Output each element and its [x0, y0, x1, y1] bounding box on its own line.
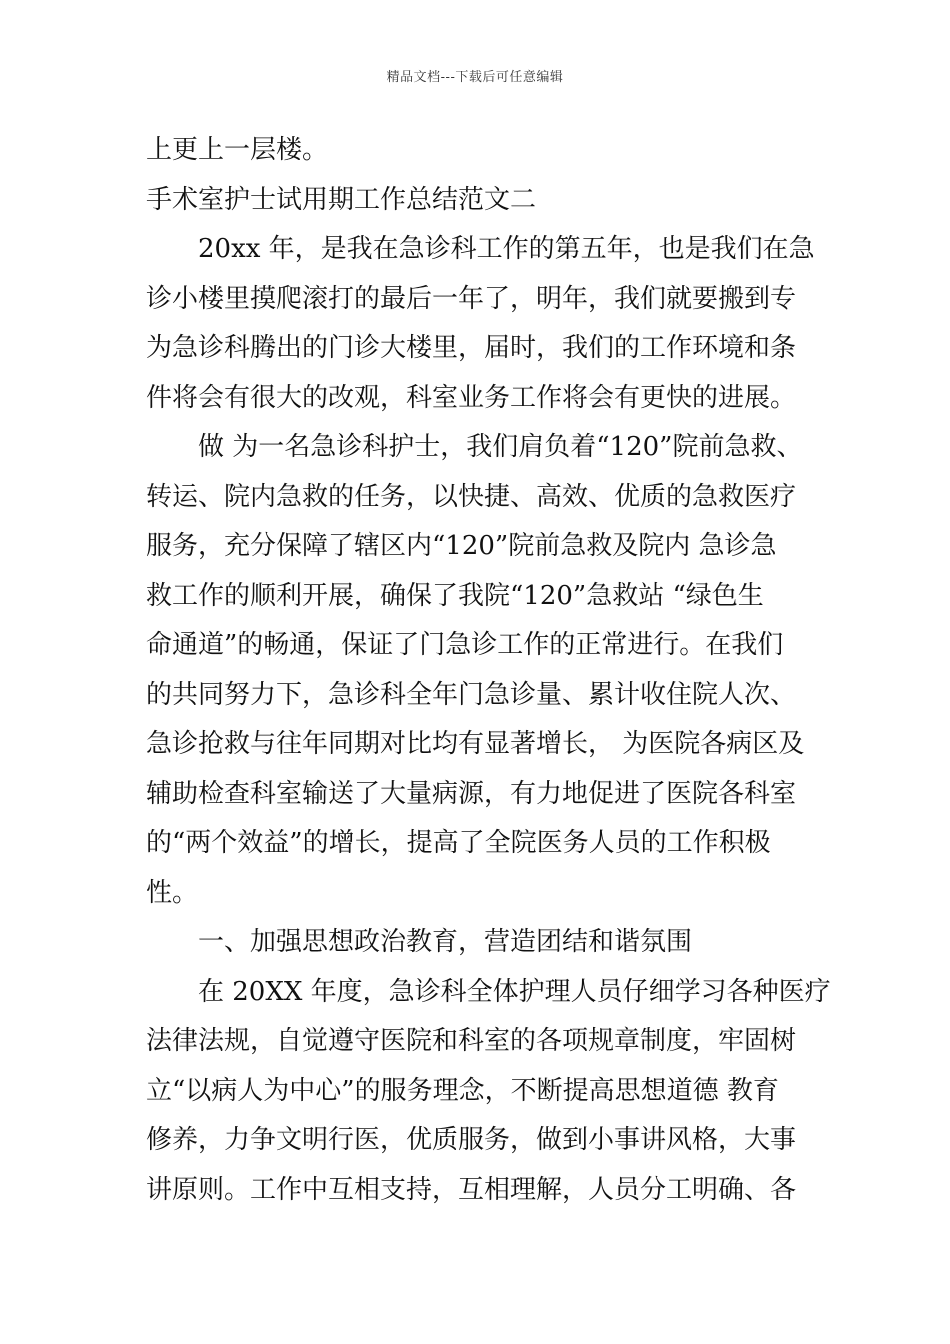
text-line: 做 为一名急诊科护士，我们肩负着“120”院前急救、 — [198, 432, 803, 462]
text-line: 上更上一层楼。 — [146, 135, 329, 165]
text-line: 件将会有很大的改观，科室业务工作将会有更快的进展。 — [146, 382, 797, 413]
text-line: 急诊抢救与往年同期对比均有显著增长， 为医院各病区及 — [146, 729, 805, 759]
text-line: 救工作的顺利开展，确保了我院“120”急救站 “绿色生 — [146, 580, 764, 611]
text-line: 20xx 年，是我在急诊科工作的第五年，也是我们在急 — [198, 234, 815, 264]
text-line: 讲原则。工作中互相支持，互相理解，人员分工明确、各 — [146, 1174, 797, 1205]
text-line: 性。 — [146, 877, 199, 908]
text-line: 立“以病人为中心”的服务理念，不断提高思想道德 教育 — [146, 1075, 779, 1106]
text-line: 修养，力争文明行医，优质服务，做到小事讲风格，大事 — [146, 1125, 797, 1155]
text-line: 命通道”的畅通，保证了门急诊工作的正常进行。在我们 — [146, 630, 784, 660]
text-line: 的共同努力下，急诊科全年门急诊量、累计收住院人次、 — [146, 679, 797, 710]
text-line: 的“两个效益”的增长，提高了全院医务人员的工作积极 — [146, 828, 771, 858]
text-line: 在 20XX 年度，急诊科全体护理人员仔细学习各种医疗 — [198, 976, 831, 1007]
text-line: 辅助检查科室输送了大量病源，有力地促进了医院各科室 — [146, 778, 797, 809]
text-line: 为急诊科腾出的门诊大楼里，届时，我们的工作环境和条 — [146, 333, 797, 363]
page-header: 精品文档---下载后可任意编辑 — [386, 70, 564, 85]
text-line: 法律法规，自觉遵守医院和科室的各项规章制度，牢固树 — [146, 1026, 797, 1056]
section-heading: 一、加强思想政治教育，营造团结和谐氛围 — [198, 927, 693, 957]
text-line: 服务，充分保障了辖区内“120”院前急救及院内 急诊急 — [146, 531, 777, 561]
text-line: 转运、院内急救的任务，以快捷、高效、优质的急救医疗 — [146, 481, 797, 512]
section-title: 手术室护士试用期工作总结范文二 — [146, 184, 537, 215]
document-body — [146, 126, 836, 1215]
text-line: 诊小楼里摸爬滚打的最后一年了，明年，我们就要搬到专 — [146, 283, 797, 314]
